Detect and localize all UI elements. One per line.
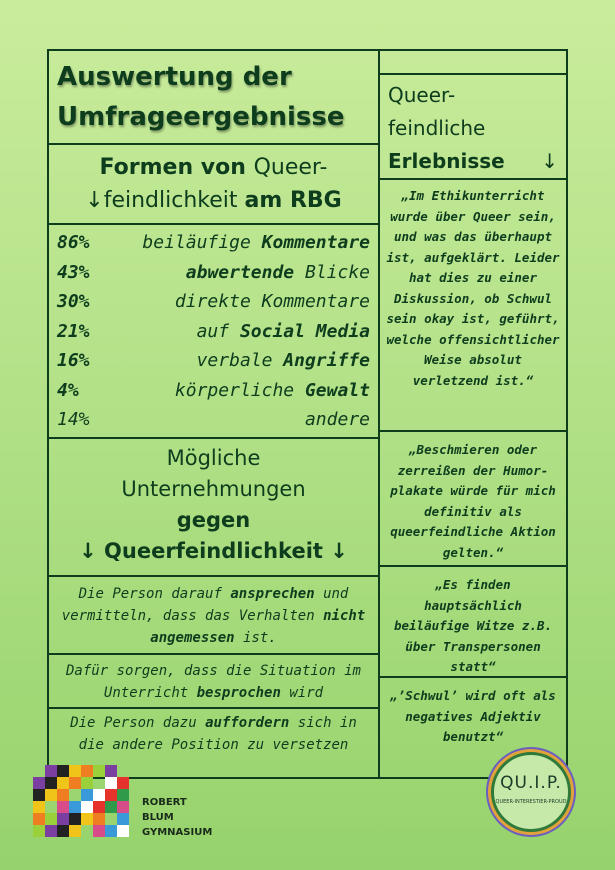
stat-percent: 16% xyxy=(57,350,90,372)
mosaic-tile xyxy=(93,765,105,777)
stat-percent: 43% xyxy=(57,261,90,283)
stat-row xyxy=(57,346,370,376)
mosaic-tile xyxy=(33,777,45,789)
quote-1: „Im Ethikunterricht wurde über Queer sein, und was das überhaupt ist, aufgeklärt. Leider hat dies zu einer Diskussion, ob Schwul sein okay ist, geführt, welche offensichtlicher Weise absolut verletzend ist.“ xyxy=(378,178,568,432)
stat-percent: 30% xyxy=(57,291,90,313)
mosaic-tile xyxy=(57,825,69,837)
stat-row xyxy=(57,258,370,288)
quip-logo xyxy=(491,752,571,832)
stat-emph: Angriffe xyxy=(283,350,370,372)
mosaic-tile xyxy=(105,777,117,789)
stat-percent: 21% xyxy=(57,320,90,342)
stat-row xyxy=(57,317,370,347)
mosaic-tile xyxy=(81,801,93,813)
quip-logo-text: QU.I.P. xyxy=(500,773,562,793)
school-logo-mosaic xyxy=(33,765,129,837)
school-name-l1: ROBERT xyxy=(142,797,187,808)
quip-tagline: QUEER-INTERESTIER-PROUD xyxy=(495,799,567,805)
experiences-heading xyxy=(378,73,568,180)
forms-heading-a2: Queer- xyxy=(253,155,328,180)
measure-text: wird xyxy=(280,685,324,701)
measure-emph: auffordern xyxy=(205,715,290,731)
measures-heading-l3: gegen xyxy=(176,508,251,532)
mosaic-tile xyxy=(69,813,81,825)
stat-text: verbale xyxy=(196,350,284,372)
quote-2: „Beschmieren oder zerreißen der Humor-plakate würde für mich definitiv als queerfeindliche Aktion gelten.“ xyxy=(378,430,568,567)
stat-emph: Gewalt xyxy=(304,379,370,401)
stat-emph: Social Media xyxy=(239,320,370,342)
mosaic-tile xyxy=(117,801,129,813)
measure-text: ist. xyxy=(234,630,277,646)
mosaic-tile xyxy=(69,801,81,813)
measures-heading-l2: Unternehmungen xyxy=(121,477,306,501)
mosaic-tile xyxy=(45,813,57,825)
mosaic-tile xyxy=(33,801,45,813)
experiences-heading-l1: Queer- xyxy=(388,83,456,107)
experiences-heading-l2: feindliche xyxy=(388,116,486,140)
mosaic-tile xyxy=(105,801,117,813)
mosaic-tile xyxy=(117,777,129,789)
stat-emph: Kommentare xyxy=(261,232,370,254)
mosaic-tile xyxy=(81,789,93,801)
mosaic-tile xyxy=(33,813,45,825)
experiences-heading-l3: Erlebnisse xyxy=(388,149,505,173)
measure-text: und vermitteln, dass das Verhalten xyxy=(61,586,349,624)
right-top-cell xyxy=(378,49,568,75)
measure-text: Die Person dazu xyxy=(70,715,206,731)
measure-emph: besprochen xyxy=(196,685,281,701)
mosaic-tile xyxy=(57,765,69,777)
measures-heading-l1: Mögliche xyxy=(166,446,261,470)
forms-heading-b2: am RBG xyxy=(244,188,342,213)
stat-emph: abwertende xyxy=(185,261,295,283)
mosaic-tile xyxy=(69,777,81,789)
stat-text: andere xyxy=(304,409,370,431)
measure-item xyxy=(47,653,380,709)
mosaic-tile xyxy=(93,801,105,813)
mosaic-tile xyxy=(81,777,93,789)
stats-list xyxy=(47,223,380,439)
quote-3: „Es finden hauptsächlich beiläufige Witze z.B. über Transpersonen statt“ xyxy=(378,565,568,678)
title-line-2: Umfrageergebnisse xyxy=(57,102,345,132)
mosaic-tile xyxy=(81,813,93,825)
mosaic-tile xyxy=(33,789,45,801)
mosaic-tile xyxy=(45,825,57,837)
mosaic-tile xyxy=(105,789,117,801)
stat-percent: 86% xyxy=(57,232,90,254)
stat-row xyxy=(57,405,370,435)
mosaic-tile xyxy=(57,789,69,801)
poster-title xyxy=(47,49,380,145)
mosaic-tile xyxy=(57,777,69,789)
mosaic-tile xyxy=(93,825,105,837)
forms-heading-a1: Formen von xyxy=(99,155,254,180)
measure-item xyxy=(47,575,380,655)
mosaic-tile xyxy=(117,825,129,837)
stat-percent: 14% xyxy=(57,409,90,431)
mosaic-tile xyxy=(45,765,57,777)
mosaic-tile xyxy=(69,825,81,837)
mosaic-tile xyxy=(93,789,105,801)
mosaic-tile xyxy=(45,777,57,789)
measures-heading-l4: ↓ Queerfeindlichkeit ↓ xyxy=(79,539,348,563)
measure-text: Die Person darauf xyxy=(78,586,231,602)
school-name-l3: GYMNASIUM xyxy=(142,827,213,838)
stat-text: beiläufige xyxy=(142,232,262,254)
stat-row xyxy=(57,376,370,406)
school-name-l2: BLUM xyxy=(142,812,174,823)
forms-heading xyxy=(47,143,380,225)
mosaic-tile xyxy=(45,789,57,801)
stat-text: auf xyxy=(196,320,240,342)
school-name xyxy=(142,795,212,840)
mosaic-tile xyxy=(33,825,45,837)
stat-percent: 4% xyxy=(57,379,79,401)
stat-text: körperliche xyxy=(174,379,305,401)
mosaic-tile xyxy=(105,825,117,837)
down-arrow-icon: ↓ xyxy=(541,149,558,173)
mosaic-tile xyxy=(105,765,117,777)
stat-text: direkte Kommentare xyxy=(174,291,370,313)
stat-text: Blicke xyxy=(294,261,370,283)
mosaic-tile xyxy=(93,813,105,825)
mosaic-tile xyxy=(117,789,129,801)
title-line-1: Auswertung der xyxy=(57,62,292,92)
measures-heading xyxy=(47,437,380,577)
mosaic-tile xyxy=(117,813,129,825)
stat-row xyxy=(57,287,370,317)
measure-text: Dafür sorgen, dass die Situation im Unterricht xyxy=(65,663,361,701)
mosaic-tile xyxy=(57,813,69,825)
forms-heading-b1: ↓feindlichkeit xyxy=(85,188,245,213)
measure-emph: nicht angemessen xyxy=(150,608,366,646)
mosaic-tile xyxy=(81,765,93,777)
quote-4: „’Schwul’ wird oft als negatives Adjektiv benutzt“ xyxy=(378,676,568,779)
mosaic-tile xyxy=(57,801,69,813)
measure-text: sich in die andere Position zu versetzen xyxy=(78,715,357,753)
measure-emph: ansprechen xyxy=(230,586,315,602)
mosaic-tile xyxy=(69,765,81,777)
stat-row xyxy=(57,228,370,258)
